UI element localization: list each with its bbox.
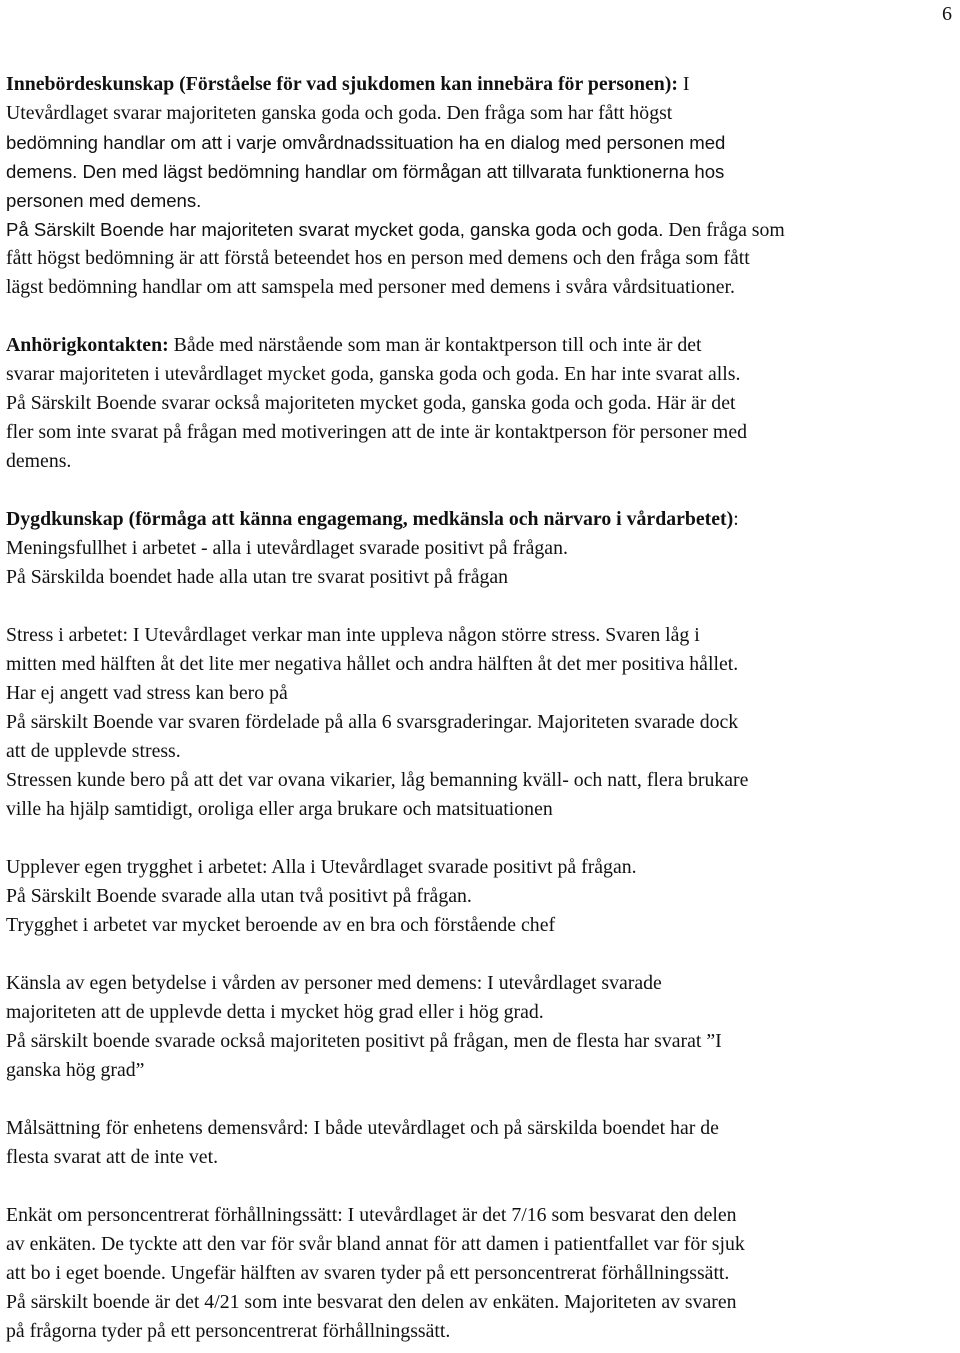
text-line xyxy=(6,1056,956,1085)
text-line xyxy=(6,1143,956,1172)
text-line xyxy=(6,186,956,215)
text-span: Stress i arbetet: I Utevårdlaget verkar man inte uppleva någon större stress. Svaren låg i xyxy=(6,624,700,646)
text-line xyxy=(6,998,956,1027)
page-number: 6 xyxy=(942,3,952,25)
paragraph-gap xyxy=(6,302,956,331)
text-line xyxy=(6,708,956,737)
document-body xyxy=(6,70,956,1346)
text-span: På Särskilda boendet hade alla utan tre svarat positivt på frågan xyxy=(6,566,509,588)
text-line xyxy=(6,679,956,708)
text-line xyxy=(6,70,956,99)
bold-text: Innebördeskunskap (Förståelse för vad sjukdomen kan innebära för personen): xyxy=(6,73,678,95)
text-line xyxy=(6,766,956,795)
text-line xyxy=(6,795,956,824)
text-line xyxy=(6,99,956,128)
text-line xyxy=(6,563,956,592)
bold-text: Anhörigkontakten: xyxy=(6,334,169,356)
text-span: flesta svarat att de inte vet. xyxy=(6,1146,219,1168)
text-span: Känsla av egen betydelse i vården av personer med demens: I utevårdlaget svarade xyxy=(6,972,662,994)
text-line xyxy=(6,1230,956,1259)
text-line xyxy=(6,621,956,650)
text-span: Den fråga som xyxy=(663,219,785,241)
text-line xyxy=(6,1288,956,1317)
text-span: Enkät om personcentrerat förhållningssätt: I utevårdlaget är det 7/16 som besvarat den delen xyxy=(6,1204,737,1226)
paragraph-gap xyxy=(6,1172,956,1201)
text-span: Både med närstående som man är kontaktperson till och inte är det xyxy=(168,334,702,356)
text-span: I xyxy=(677,73,690,95)
text-span: svarar majoriteten i utevårdlaget mycket goda, ganska goda och goda. En har inte svarat alls. xyxy=(6,363,741,385)
text-line xyxy=(6,331,956,360)
text-line xyxy=(6,650,956,679)
text-line xyxy=(6,215,956,244)
paragraph xyxy=(6,505,956,592)
text-line xyxy=(6,1201,956,1230)
text-span: Trygghet i arbetet var mycket beroende av en bra och förstående chef xyxy=(6,914,556,936)
paragraph-gap xyxy=(6,592,956,621)
text-span: ganska hög grad” xyxy=(6,1059,145,1081)
text-line xyxy=(6,534,956,563)
text-line xyxy=(6,128,956,157)
text-line xyxy=(6,1259,956,1288)
text-span: lägst bedömning handlar om att samspela med personer med demens i svåra vårdsituationer. xyxy=(6,276,735,298)
text-span: personen med demens. xyxy=(6,190,202,211)
paragraph-gap xyxy=(6,476,956,505)
text-span: ville ha hjälp samtidigt, oroliga eller arga brukare och matsituationen xyxy=(6,798,553,820)
text-span: På särskilt boende svarade också majoriteten positivt på frågan, men de flesta har svarat ”I xyxy=(6,1030,722,1052)
text-span: På Särskilt Boende svarade alla utan två positivt på frågan. xyxy=(6,885,472,907)
text-span: majoriteten att de upplevde detta i mycket hög grad eller i hög grad. xyxy=(6,1001,544,1023)
text-span: demens. xyxy=(6,450,72,472)
paragraph xyxy=(6,621,956,824)
text-span: demens. Den med lägst bedömning handlar om förmågan att tillvarata funktionerna hos xyxy=(6,161,725,182)
text-span: : xyxy=(733,508,739,530)
text-line xyxy=(6,389,956,418)
text-span: På Särskilt Boende svarar också majoriteten mycket goda, ganska goda och goda. Här är det xyxy=(6,392,736,414)
paragraph-gap xyxy=(6,940,956,969)
paragraph-gap xyxy=(6,824,956,853)
text-span: Upplever egen trygghet i arbetet: Alla i Utevårdlaget svarade positivt på frågan. xyxy=(6,856,637,878)
paragraph xyxy=(6,853,956,940)
text-line xyxy=(6,505,956,534)
text-line xyxy=(6,882,956,911)
bold-text: Dygdkunskap (förmåga att känna engagemang, medkänsla och närvaro i vårdarbetet) xyxy=(6,508,734,530)
text-line xyxy=(6,360,956,389)
text-span: att bo i eget boende. Ungefär hälften av svaren tyder på ett personcentrerat förhållningssätt. xyxy=(6,1262,730,1284)
text-span: av enkäten. De tyckte att den var för svår bland annat för att damen i patientfallet var för sjuk xyxy=(6,1233,745,1255)
text-span: fler som inte svarat på frågan med motiveringen att de inte är kontaktperson för personer med xyxy=(6,421,747,443)
text-line xyxy=(6,911,956,940)
text-span: Målsättning för enhetens demensvård: I både utevårdlaget och på särskilda boendet har de xyxy=(6,1117,719,1139)
text-line xyxy=(6,273,956,302)
text-line xyxy=(6,737,956,766)
text-span: att de upplevde stress. xyxy=(6,740,181,762)
text-span: Stressen kunde bero på att det var ovana vikarier, låg bemanning kväll- och natt, flera brukare xyxy=(6,769,749,791)
text-line xyxy=(6,244,956,273)
paragraph xyxy=(6,70,956,302)
paragraph-gap xyxy=(6,1085,956,1114)
paragraph xyxy=(6,969,956,1085)
text-span: bedömning handlar om att i varje omvårdnadssituation ha en dialog med personen med xyxy=(6,132,726,153)
paragraph xyxy=(6,331,956,476)
text-span: Har ej angett vad stress kan bero på xyxy=(6,682,288,704)
text-span: På särskilt Boende var svaren fördelade på alla 6 svarsgraderingar. Majoriteten svarade dock xyxy=(6,711,739,733)
text-line xyxy=(6,157,956,186)
text-line xyxy=(6,447,956,476)
text-span: Meningsfullhet i arbetet - alla i utevårdlaget svarade positivt på frågan. xyxy=(6,537,568,559)
paragraph xyxy=(6,1201,956,1346)
text-span: mitten med hälften åt det lite mer negativa hållet och andra hälften åt det mer positiva hållet. xyxy=(6,653,739,675)
text-span: på frågorna tyder på ett personcentrerat förhållningssätt. xyxy=(6,1320,451,1342)
text-line xyxy=(6,1027,956,1056)
text-line xyxy=(6,1114,956,1143)
text-line xyxy=(6,1317,956,1346)
paragraph xyxy=(6,1114,956,1172)
text-line xyxy=(6,969,956,998)
text-line xyxy=(6,418,956,447)
text-line xyxy=(6,853,956,882)
text-span: fått högst bedömning är att förstå beteendet hos en person med demens och den fråga som fått xyxy=(6,247,750,269)
text-span: Utevårdlaget svarar majoriteten ganska goda och goda. Den fråga som har fått högst xyxy=(6,102,673,124)
text-span: På Särskilt Boende har majoriteten svarat mycket goda, ganska goda och goda. xyxy=(6,219,664,240)
text-span: På särskilt boende är det 4/21 som inte besvarat den delen av enkäten. Majoriteten av svaren xyxy=(6,1291,737,1313)
